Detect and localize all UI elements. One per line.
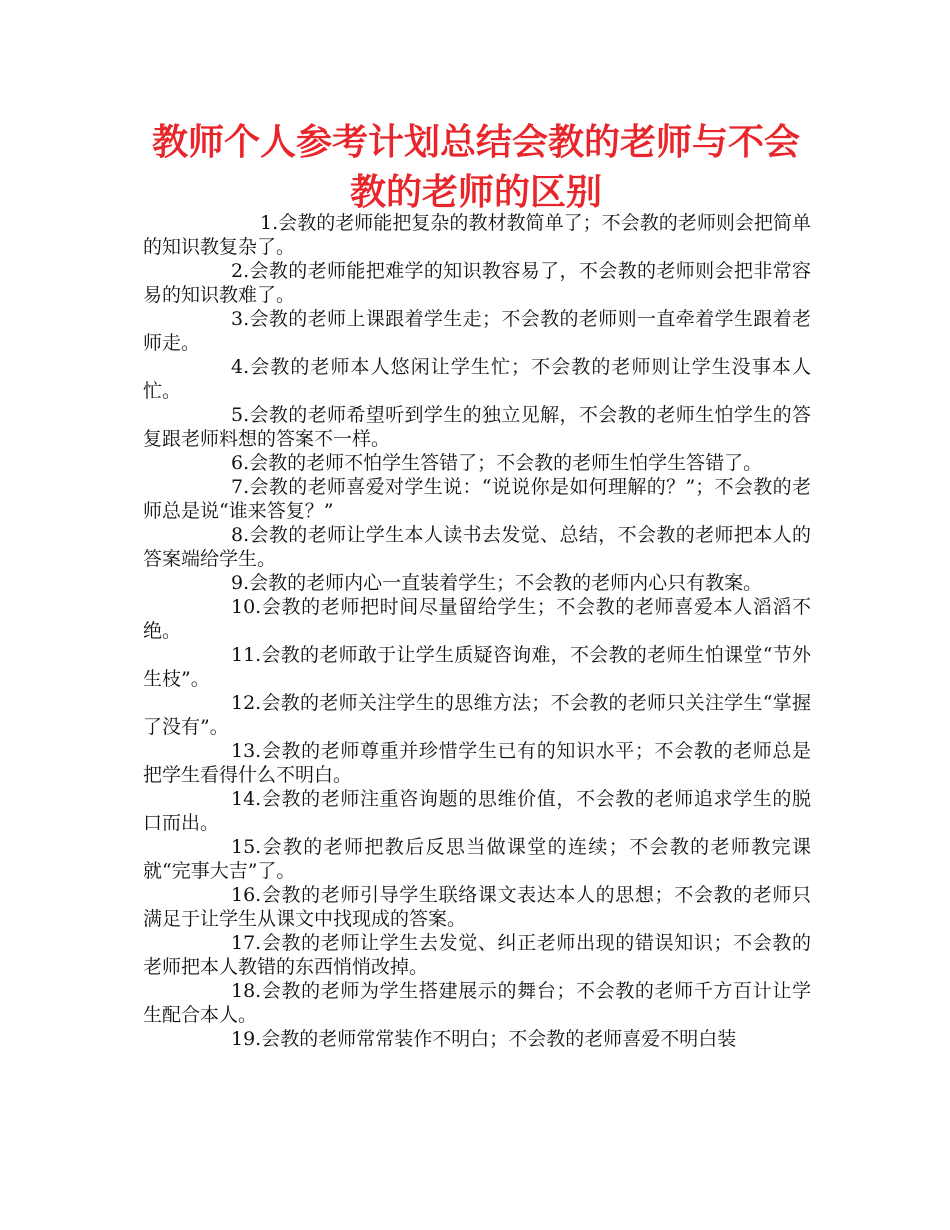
paragraph-1: 1.会教的老师能把复杂的教材教简单了；不会教的老师则会把简单的知识教复杂了。 [143, 212, 811, 258]
paragraph-12: 12.会教的老师关注学生的思维方法；不会教的老师只关注学生“掌握了没有”。 [143, 692, 811, 738]
paragraph-5: 5.会教的老师希望听到学生的独立见解，不会教的老师生怕学生的答复跟老师料想的答案不一样。 [143, 404, 811, 450]
paragraph-18: 18.会教的老师为学生搭建展示的舞台；不会教的老师千方百计让学生配合本人。 [143, 980, 811, 1026]
paragraph-9: 9.会教的老师内心一直装着学生；不会教的老师内心只有教案。 [231, 572, 763, 594]
paragraph-4: 4.会教的老师本人悠闲让学生忙；不会教的老师则让学生没事本人忙。 [143, 356, 811, 402]
paragraph-14: 14.会教的老师注重咨询题的思维价值，不会教的老师追求学生的脱口而出。 [143, 788, 811, 834]
paragraph-8: 8.会教的老师让学生本人读书去发觉、总结，不会教的老师把本人的答案端给学生。 [143, 524, 811, 570]
document-title: 教师个人参考计划总结会教的老师与不会教的老师的区别 [151, 122, 800, 213]
document-body [143, 211, 811, 1051]
paragraph-10: 10.会教的老师把时间尽量留给学生；不会教的老师喜爱本人滔滔不绝。 [143, 596, 811, 642]
paragraph-13: 13.会教的老师尊重并珍惜学生已有的知识水平；不会教的老师总是把学生看得什么不明白。 [143, 740, 811, 786]
paragraph-6: 6.会教的老师不怕学生答错了；不会教的老师生怕学生答错了。 [231, 452, 763, 474]
paragraph-3: 3.会教的老师上课跟着学生走；不会教的老师则一直牵着学生跟着老师走。 [143, 308, 811, 354]
paragraph-16: 16.会教的老师引导学生联络课文表达本人的思想；不会教的老师只满足于让学生从课文中找现成的答案。 [143, 884, 811, 930]
paragraph-11: 11.会教的老师敢于让学生质疑咨询难，不会教的老师生怕课堂“节外生枝”。 [143, 644, 811, 690]
paragraph-17: 17.会教的老师让学生去发觉、纠正老师出现的错误知识；不会教的老师把本人教错的东西悄悄改掉。 [143, 932, 811, 978]
paragraph-15: 15.会教的老师把教后反思当做课堂的连续；不会教的老师教完课就“完事大吉”了。 [143, 836, 811, 882]
paragraph-2: 2.会教的老师能把难学的知识教容易了，不会教的老师则会把非常容易的知识教难了。 [143, 260, 811, 306]
paragraph-7: 7.会教的老师喜爱对学生说：“说说你是如何理解的？”；不会教的老师总是说“谁来答复？” [143, 476, 811, 522]
paragraph-19: 19.会教的老师常常装作不明白；不会教的老师喜爱不明白装 [231, 1028, 737, 1050]
